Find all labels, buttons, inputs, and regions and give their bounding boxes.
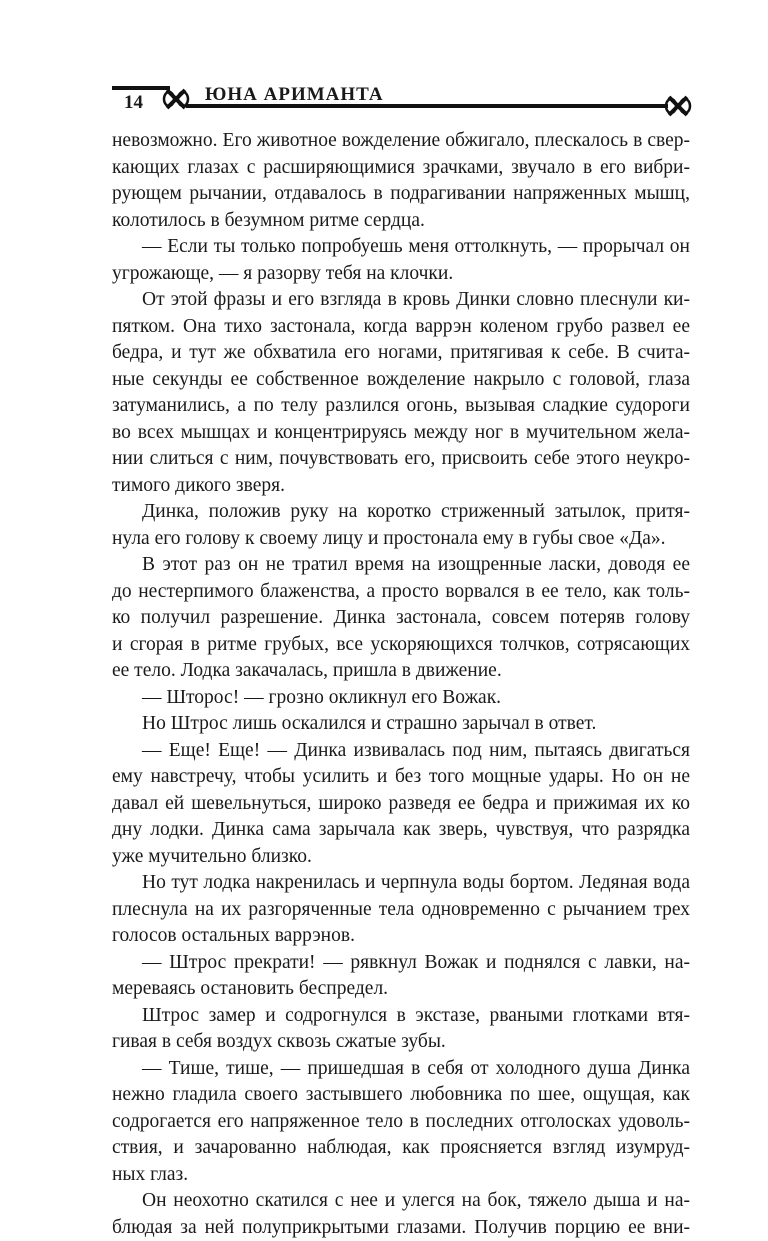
text-line: невозможно. Его животное вожделение обжигало, плескалось в свер- <box>112 128 690 155</box>
text-line: нула его голову к своему лицу и простонала ему в губы свое «Да». <box>112 526 690 553</box>
text-line: гивая в себя воздух сквозь сжатые зубы. <box>112 1029 690 1056</box>
text-line: Но тут лодка накренилась и черпнула воды бортом. Ледяная вода <box>112 870 690 897</box>
text-line: ствия, и зачарованно наблюдая, как проясняется взгляд изумруд- <box>112 1135 690 1162</box>
page-number: 14 <box>124 92 143 114</box>
text-line: колотилось в безумном ритме сердца. <box>112 208 690 235</box>
text-line: содрогается его напряженное тело в последних отголосках удоволь- <box>112 1109 690 1136</box>
text-line: нии слиться с ним, почувствовать его, присвоить себе этого неукро- <box>112 446 690 473</box>
text-line: ему навстречу, чтобы усилить и без того мощные удары. Но он не <box>112 764 690 791</box>
text-line: дну лодки. Динка сама зарычала как зверь, чувствуя, что разрядка <box>112 817 690 844</box>
text-line: ко получил разрешение. Динка застонала, совсем потеряв голову <box>112 605 690 632</box>
text-line: — Штрос прекрати! — рявкнул Вожак и поднялся с лавки, на- <box>112 950 690 977</box>
text-line: рующем рычании, отдавалось в подрагивании напряженных мышц, <box>112 181 690 208</box>
text-line: затуманились, а по телу разлился огонь, вызывая сладкие судороги <box>112 393 690 420</box>
body-text <box>112 128 690 1241</box>
text-line: — Тише, тише, — пришедшая в себя от холодного душа Динка <box>112 1056 690 1083</box>
text-line: — Шторос! — грозно окликнул его Вожак. <box>112 685 690 712</box>
text-line: во всех мышцах и концентрируясь между ног в мучительном жела- <box>112 420 690 447</box>
text-line: тимого дикого зверя. <box>112 473 690 500</box>
text-line: мереваясь остановить беспредел. <box>112 976 690 1003</box>
text-line: Он неохотно скатился с нее и улегся на бок, тяжело дыша и на- <box>112 1188 690 1215</box>
text-line: кающих глазах с расширяющимися зрачками, звучало в его вибри- <box>112 155 690 182</box>
text-line: Динка, положив руку на коротко стриженный затылок, притя- <box>112 499 690 526</box>
text-line: Штрос замер и содрогнулся в экстазе, рваными глотками втя- <box>112 1003 690 1030</box>
text-line: уже мучительно близко. <box>112 844 690 871</box>
text-line: давал ей шевельнуться, широко разведя ее бедра и прижимая их ко <box>112 791 690 818</box>
text-line: бедра, и тут же обхватила его ногами, притягивая к себе. В счита- <box>112 340 690 367</box>
text-line: Но Штрос лишь оскалился и страшно зарычал в ответ. <box>112 711 690 738</box>
running-head-author: ЮНА АРИМАНТА <box>205 84 384 106</box>
text-line: — Еще! Еще! — Динка извивалась под ним, пытаясь двигаться <box>112 738 690 765</box>
text-line: пятком. Она тихо застонала, когда варрэн коленом грубо развел ее <box>112 314 690 341</box>
text-line: и сгорая в ритме грубых, все ускоряющихся толчков, сотрясающих <box>112 632 690 659</box>
knot-ornament-right-icon <box>666 97 690 115</box>
text-line: — Если ты только попробуешь меня оттолкнуть, — прорычал он <box>112 234 690 261</box>
page-header <box>0 0 768 130</box>
text-line: ные секунды ее собственное вожделение накрыло с головой, глаза <box>112 367 690 394</box>
text-line: блюдая за ней полуприкрытыми глазами. Получив порцию ее вни- <box>112 1215 690 1241</box>
text-line: до нестерпимого блаженства, а просто ворвался в ее тело, как толь- <box>112 579 690 606</box>
text-line: В этот раз он не тратил время на изощренные ласки, доводя ее <box>112 552 690 579</box>
text-line: ее тело. Лодка закачалась, пришла в движение. <box>112 658 690 685</box>
text-line: угрожающе, — я разорву тебя на клочки. <box>112 261 690 288</box>
knot-ornament-left-icon <box>164 90 188 108</box>
text-line: От этой фразы и его взгляда в кровь Динки словно плеснули ки- <box>112 287 690 314</box>
text-line: ных глаз. <box>112 1162 690 1189</box>
header-ornament <box>0 0 768 130</box>
text-line: плеснула на их разгоряченные тела одновременно с рычанием трех <box>112 897 690 924</box>
text-line: голосов остальных варрэнов. <box>112 923 690 950</box>
text-line: нежно гладила своего застывшего любовника по шее, ощущая, как <box>112 1082 690 1109</box>
